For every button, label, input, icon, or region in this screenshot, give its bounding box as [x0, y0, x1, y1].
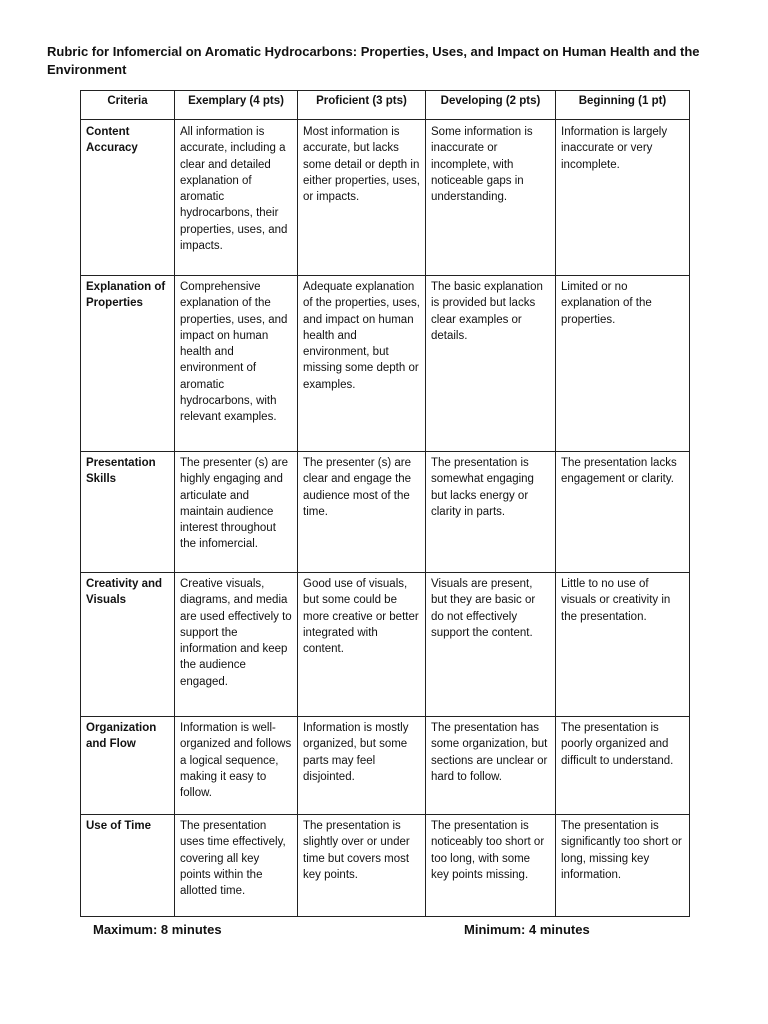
proficient-cell: Adequate explanation of the properties, uses, and impact on human health and environment, but missing some depth or examples. [298, 276, 426, 452]
exemplary-cell: Information is well-organized and follows a logical sequence, making it easy to follow. [175, 717, 298, 815]
proficient-cell: Most information is accurate, but lacks some detail or depth in either properties, uses, or impacts. [298, 120, 426, 276]
developing-cell: The basic explanation is provided but lacks clear examples or details. [426, 276, 556, 452]
exemplary-cell: The presenter (s) are highly engaging and articulate and maintain audience interest throughout the infomercial. [175, 452, 298, 573]
minimum-time-note: Minimum: 4 minutes [464, 922, 590, 937]
exemplary-cell: Creative visuals, diagrams, and media are used effectively to support the information and keep the audience engaged. [175, 573, 298, 717]
header-developing: Developing (2 pts) [426, 91, 556, 120]
criteria-cell: Explanation of Properties [81, 276, 175, 452]
beginning-cell: The presentation is poorly organized and difficult to understand. [556, 717, 690, 815]
criteria-cell: Organization and Flow [81, 717, 175, 815]
exemplary-cell: All information is accurate, including a clear and detailed explanation of aromatic hydrocarbons, their properties, uses, and impacts. [175, 120, 298, 276]
developing-cell: The presentation has some organization, but sections are unclear or hard to follow. [426, 717, 556, 815]
developing-cell: Some information is inaccurate or incomplete, with noticeable gaps in understanding. [426, 120, 556, 276]
developing-cell: Visuals are present, but they are basic or do not effectively support the content. [426, 573, 556, 717]
header-row [81, 91, 690, 120]
rubric-table [80, 90, 690, 917]
table-row [81, 815, 690, 917]
header-beginning: Beginning (1 pt) [556, 91, 690, 120]
proficient-cell: Information is mostly organized, but some parts may feel disjointed. [298, 717, 426, 815]
table-row [81, 573, 690, 717]
developing-cell: The presentation is somewhat engaging but lacks energy or clarity in parts. [426, 452, 556, 573]
beginning-cell: Limited or no explanation of the properties. [556, 276, 690, 452]
beginning-cell: The presentation lacks engagement or clarity. [556, 452, 690, 573]
table-row [81, 452, 690, 573]
header-criteria: Criteria [81, 91, 175, 120]
proficient-cell: The presenter (s) are clear and engage the audience most of the time. [298, 452, 426, 573]
beginning-cell: Little to no use of visuals or creativity in the presentation. [556, 573, 690, 717]
table-row [81, 717, 690, 815]
criteria-cell: Creativity and Visuals [81, 573, 175, 717]
exemplary-cell: The presentation uses time effectively, covering all key points within the allotted time. [175, 815, 298, 917]
criteria-cell: Use of Time [81, 815, 175, 917]
table-row [81, 276, 690, 452]
developing-cell: The presentation is noticeably too short or too long, with some key points missing. [426, 815, 556, 917]
exemplary-cell: Comprehensive explanation of the properties, uses, and impact on human health and environment of aromatic hydrocarbons, with relevant examples. [175, 276, 298, 452]
header-exemplary: Exemplary (4 pts) [175, 91, 298, 120]
document-title: Rubric for Infomercial on Aromatic Hydrocarbons: Properties, Uses, and Impact on Human Health and the Environment [47, 44, 700, 77]
proficient-cell: Good use of visuals, but some could be more creative or better integrated with content. [298, 573, 426, 717]
criteria-cell: Content Accuracy [81, 120, 175, 276]
header-proficient: Proficient (3 pts) [298, 91, 426, 120]
beginning-cell: Information is largely inaccurate or very incomplete. [556, 120, 690, 276]
beginning-cell: The presentation is significantly too short or long, missing key information. [556, 815, 690, 917]
maximum-time-note: Maximum: 8 minutes [93, 922, 222, 937]
proficient-cell: The presentation is slightly over or under time but covers most key points. [298, 815, 426, 917]
criteria-cell: Presentation Skills [81, 452, 175, 573]
table-row [81, 120, 690, 276]
